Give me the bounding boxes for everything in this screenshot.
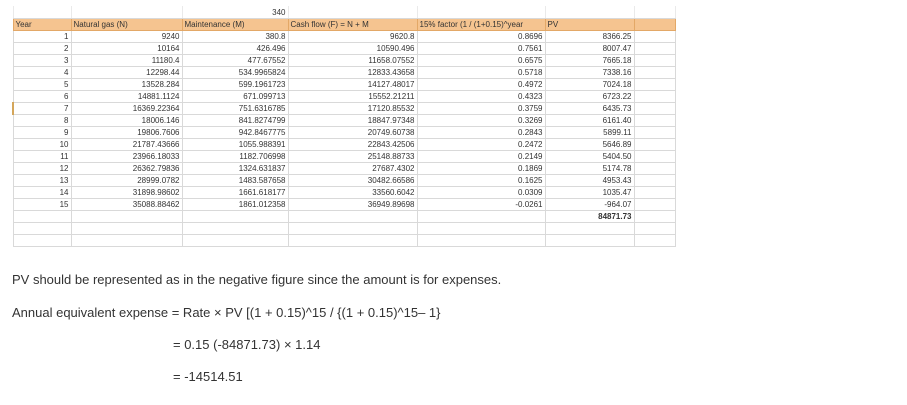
cell[interactable] xyxy=(417,235,545,247)
table-cell[interactable]: 5174.78 xyxy=(545,163,634,175)
cell[interactable] xyxy=(545,7,634,19)
cell[interactable] xyxy=(634,175,675,187)
table-cell[interactable]: 0.2149 xyxy=(417,151,545,163)
column-header[interactable] xyxy=(634,19,675,31)
table-cell[interactable]: 13528.284 xyxy=(71,79,182,91)
table-cell[interactable]: 10590.496 xyxy=(288,43,417,55)
table-cell[interactable]: 0.4323 xyxy=(417,91,545,103)
table-cell[interactable]: 426.496 xyxy=(182,43,288,55)
cell[interactable] xyxy=(634,199,675,211)
table-row xyxy=(13,67,675,79)
table-row xyxy=(13,43,675,55)
table-cell[interactable]: 14 xyxy=(13,187,71,199)
table-cell[interactable]: 1055.988391 xyxy=(182,139,288,151)
table-cell[interactable]: 7024.18 xyxy=(545,79,634,91)
table-cell[interactable]: 6723.22 xyxy=(545,91,634,103)
table-row xyxy=(13,115,675,127)
table-cell[interactable]: 8 xyxy=(13,115,71,127)
table-cell[interactable]: 12833.43658 xyxy=(288,67,417,79)
table-cell[interactable]: 33560.6042 xyxy=(288,187,417,199)
table-cell[interactable]: 11658.07552 xyxy=(288,55,417,67)
cell[interactable] xyxy=(634,31,675,43)
table-cell[interactable]: 0.6575 xyxy=(417,55,545,67)
table-cell[interactable]: 30482.66586 xyxy=(288,175,417,187)
table-cell[interactable]: 5 xyxy=(13,79,71,91)
empty-row xyxy=(13,235,675,247)
cell[interactable] xyxy=(71,235,182,247)
table-cell[interactable]: 35088.88462 xyxy=(71,199,182,211)
cell[interactable] xyxy=(71,223,182,235)
table-row xyxy=(13,31,675,43)
table-cell[interactable]: 477.67552 xyxy=(182,55,288,67)
table-cell[interactable]: 4953.43 xyxy=(545,175,634,187)
table-cell[interactable]: 0.7561 xyxy=(417,43,545,55)
table-cell[interactable]: 841.8274799 xyxy=(182,115,288,127)
table-row xyxy=(13,199,675,211)
spreadsheet xyxy=(12,6,676,247)
table-cell[interactable]: 26362.79836 xyxy=(71,163,182,175)
cell[interactable] xyxy=(634,211,675,223)
table-cell[interactable]: 0.0309 xyxy=(417,187,545,199)
table-cell[interactable]: 0.2472 xyxy=(417,139,545,151)
cell[interactable] xyxy=(13,223,71,235)
table-cell[interactable]: 23966.18033 xyxy=(71,151,182,163)
table-cell[interactable]: 22843.42506 xyxy=(288,139,417,151)
table-cell[interactable]: 5646.89 xyxy=(545,139,634,151)
cell[interactable] xyxy=(634,139,675,151)
table-cell[interactable]: 0.3759 xyxy=(417,103,545,115)
table-row xyxy=(13,139,675,151)
table-cell[interactable]: 1661.618177 xyxy=(182,187,288,199)
table-cell[interactable]: 2 xyxy=(13,43,71,55)
cell[interactable] xyxy=(634,163,675,175)
table-cell[interactable]: 18847.97348 xyxy=(288,115,417,127)
table-row xyxy=(13,91,675,103)
table-cell[interactable]: 0.2843 xyxy=(417,127,545,139)
table-cell[interactable]: 14881.1124 xyxy=(71,91,182,103)
cell[interactable] xyxy=(634,43,675,55)
table-cell[interactable]: 10 xyxy=(13,139,71,151)
table-cell[interactable]: 5899.11 xyxy=(545,127,634,139)
table-cell[interactable]: 0.1625 xyxy=(417,175,545,187)
table-cell[interactable]: -964.07 xyxy=(545,199,634,211)
cell[interactable] xyxy=(417,211,545,223)
total-row xyxy=(13,211,675,223)
table-cell[interactable]: 12298.44 xyxy=(71,67,182,79)
column-header[interactable]: Cash flow (F) = N + M xyxy=(288,19,417,31)
table-cell[interactable]: 10164 xyxy=(71,43,182,55)
cell[interactable] xyxy=(634,79,675,91)
table-cell[interactable]: 7 xyxy=(13,103,71,115)
cell[interactable] xyxy=(634,67,675,79)
cell[interactable] xyxy=(288,7,417,19)
top-note-row xyxy=(13,7,675,19)
cell[interactable] xyxy=(13,7,71,19)
table-cell[interactable]: 18006.146 xyxy=(71,115,182,127)
table-cell[interactable]: 8007.47 xyxy=(545,43,634,55)
total-cell[interactable]: 84871.73 xyxy=(545,211,634,223)
cell[interactable] xyxy=(634,91,675,103)
table-cell[interactable]: 534.9965824 xyxy=(182,67,288,79)
calculation-step: = 0.15 (-84871.73) × 1.14 xyxy=(173,337,321,352)
table-cell[interactable]: 599.1961723 xyxy=(182,79,288,91)
table-cell[interactable]: 17120.85532 xyxy=(288,103,417,115)
table-cell[interactable]: 0.8696 xyxy=(417,31,545,43)
cell[interactable] xyxy=(634,235,675,247)
table-cell[interactable]: 9240 xyxy=(71,31,182,43)
table-cell[interactable]: 16369.22364 xyxy=(71,103,182,115)
table-cell[interactable]: 1861.012358 xyxy=(182,199,288,211)
table-row xyxy=(13,151,675,163)
table-row xyxy=(13,163,675,175)
table-row xyxy=(13,175,675,187)
cell[interactable] xyxy=(634,151,675,163)
column-header[interactable]: PV xyxy=(545,19,634,31)
table-cell[interactable]: 1 xyxy=(13,31,71,43)
cell[interactable] xyxy=(634,103,675,115)
table-cell[interactable]: -0.0261 xyxy=(417,199,545,211)
table-cell[interactable]: 5404.50 xyxy=(545,151,634,163)
cell[interactable] xyxy=(634,55,675,67)
cell[interactable] xyxy=(545,235,634,247)
cell[interactable] xyxy=(182,223,288,235)
table-cell[interactable]: 1182.706998 xyxy=(182,151,288,163)
table-cell[interactable]: 11180.4 xyxy=(71,55,182,67)
cell[interactable] xyxy=(634,223,675,235)
explanation-text: PV should be represented as in the negative figure since the amount is for expenses. xyxy=(12,272,502,287)
cell[interactable] xyxy=(13,211,71,223)
column-header[interactable]: Year xyxy=(13,19,71,31)
table-cell[interactable]: 380.8 xyxy=(182,31,288,43)
table-cell[interactable]: 9 xyxy=(13,127,71,139)
table-cell[interactable]: 0.1869 xyxy=(417,163,545,175)
table-cell[interactable]: 27687.4302 xyxy=(288,163,417,175)
cell[interactable] xyxy=(634,115,675,127)
table-cell[interactable]: 4 xyxy=(13,67,71,79)
table-cell[interactable]: 6 xyxy=(13,91,71,103)
table-cell[interactable]: 19806.7606 xyxy=(71,127,182,139)
cell[interactable] xyxy=(634,7,675,19)
table-row xyxy=(13,55,675,67)
column-header[interactable]: 15% factor (1 / (1+0.15)^year xyxy=(417,19,545,31)
table-cell[interactable]: 0.5718 xyxy=(417,67,545,79)
cell[interactable] xyxy=(417,7,545,19)
table-row xyxy=(13,103,675,115)
table-cell[interactable]: 13 xyxy=(13,175,71,187)
formula-text: Annual equivalent expense = Rate × PV [(1 + 0.15)^15 / {(1 + 0.15)^15– 1} xyxy=(12,305,441,320)
empty-row xyxy=(13,223,675,235)
table-cell[interactable]: 15552.21211 xyxy=(288,91,417,103)
table-cell[interactable]: 12 xyxy=(13,163,71,175)
table-cell[interactable]: 20749.60738 xyxy=(288,127,417,139)
table-cell[interactable]: 7338.16 xyxy=(545,67,634,79)
cell[interactable] xyxy=(182,235,288,247)
top-note-cell[interactable]: 340 xyxy=(182,7,288,19)
table-cell[interactable]: 36949.89698 xyxy=(288,199,417,211)
table-cell[interactable]: 25148.88733 xyxy=(288,151,417,163)
table-row xyxy=(13,127,675,139)
table-cell[interactable]: 3 xyxy=(13,55,71,67)
table-cell[interactable]: 31898.98602 xyxy=(71,187,182,199)
table-cell[interactable]: 0.4972 xyxy=(417,79,545,91)
cell[interactable] xyxy=(71,7,182,19)
header-row xyxy=(13,19,675,31)
cell[interactable] xyxy=(634,187,675,199)
table-cell[interactable]: 14127.48017 xyxy=(288,79,417,91)
cell[interactable] xyxy=(71,211,182,223)
cell[interactable] xyxy=(545,223,634,235)
spreadsheet-grid xyxy=(12,6,676,247)
table-cell[interactable]: 9620.8 xyxy=(288,31,417,43)
cell[interactable] xyxy=(182,211,288,223)
table-cell[interactable]: 1324.631837 xyxy=(182,163,288,175)
table-cell[interactable]: 15 xyxy=(13,199,71,211)
table-cell[interactable]: 1483.587658 xyxy=(182,175,288,187)
table-cell[interactable]: 8366.25 xyxy=(545,31,634,43)
table-cell[interactable]: 0.3269 xyxy=(417,115,545,127)
table-cell[interactable]: 7665.18 xyxy=(545,55,634,67)
table-cell[interactable]: 751.6316785 xyxy=(182,103,288,115)
table-row xyxy=(13,187,675,199)
table-cell[interactable]: 671.099713 xyxy=(182,91,288,103)
cell[interactable] xyxy=(417,223,545,235)
table-cell[interactable]: 28999.0782 xyxy=(71,175,182,187)
column-header[interactable]: Maintenance (M) xyxy=(182,19,288,31)
table-cell[interactable]: 11 xyxy=(13,151,71,163)
table-cell[interactable]: 942.8467775 xyxy=(182,127,288,139)
cell[interactable] xyxy=(634,127,675,139)
table-cell[interactable]: 6435.73 xyxy=(545,103,634,115)
result-text: = -14514.51 xyxy=(173,369,243,384)
cell[interactable] xyxy=(288,235,417,247)
table-cell[interactable]: 21787.43666 xyxy=(71,139,182,151)
table-cell[interactable]: 1035.47 xyxy=(545,187,634,199)
column-header[interactable]: Natural gas (N) xyxy=(71,19,182,31)
cell[interactable] xyxy=(13,235,71,247)
table-cell[interactable]: 6161.40 xyxy=(545,115,634,127)
cell[interactable] xyxy=(288,211,417,223)
cell[interactable] xyxy=(288,223,417,235)
table-row xyxy=(13,79,675,91)
